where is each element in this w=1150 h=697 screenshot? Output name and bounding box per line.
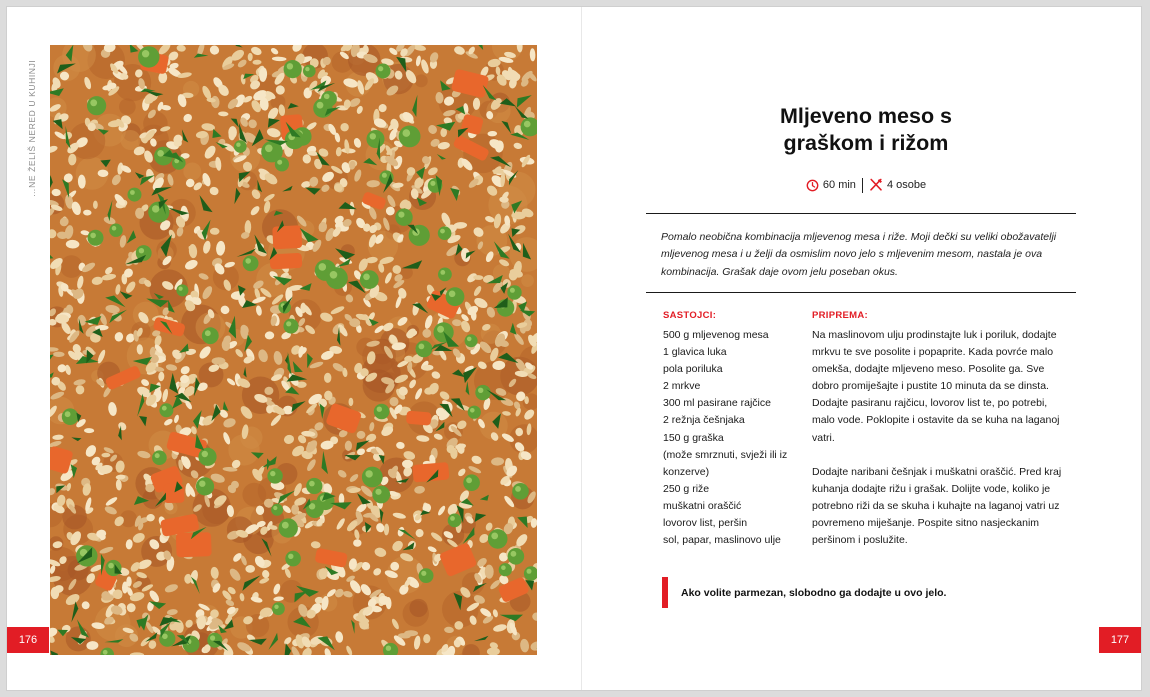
clock-icon bbox=[806, 179, 819, 192]
recipe-intro: Pomalo neobična kombinacija mljevenog mesa i riže. Moji dečki su veliki obožavatelji mljevenog mesa i u želji da osmislim novo jelo s mljevenim mesom, nastala je ova kombinacija. Grašak daje ovom jelu poseban okus. bbox=[661, 231, 1057, 278]
ingredients-list bbox=[663, 327, 803, 549]
side-label bbox=[27, 47, 41, 197]
side-label-text: …NE ŽELIŠ NERED U KUHINJI bbox=[27, 59, 37, 197]
tip-text: Ako volite parmezan, slobodno ga dodajte u ovo jelo. bbox=[681, 587, 947, 599]
recipe-title-line-1: Mljeveno meso s bbox=[779, 104, 953, 128]
ingredient-item: (može smrznuti, svježi ili iz bbox=[663, 448, 788, 461]
page-gutter bbox=[581, 7, 582, 690]
recipe-meta bbox=[687, 177, 1045, 193]
ingredient-item: lovorov list, peršin bbox=[663, 517, 748, 530]
meta-divider bbox=[862, 178, 863, 193]
ingredient-item: 500 g mljevenog mesa bbox=[663, 329, 769, 341]
rule-top bbox=[646, 213, 1076, 214]
preparation-text bbox=[812, 327, 1067, 549]
ingredient-item: 1 glavica luka bbox=[663, 346, 727, 359]
recipe-title bbox=[687, 103, 1045, 157]
preparation-paragraph-1: Na maslinovom ulju prodinstajte luk i poriluk, dodajte mrkvu te sve posolite i popaprite. Kada povrće malo omekša, dodajte mljeveno meso. Posolite ga. Sve dobro promiješajte i pustite 10 minuta da se dinsta. Dodajte pasiranu rajčicu, lovorov list te, po potrebi, malo vode. Poklopite i ostavite da se kuha na laganoj vatri. bbox=[812, 329, 1060, 444]
dish-photo-illustration bbox=[50, 45, 537, 655]
ingredient-item: sol, papar, maslinovo ulje bbox=[663, 534, 781, 547]
ingredients-heading: SASTOJCI: bbox=[663, 310, 717, 321]
time-text: 60 min bbox=[822, 179, 856, 191]
ingredient-item: 2 mrkve bbox=[663, 380, 701, 393]
preparation-heading: PRIPREMA: bbox=[812, 310, 869, 321]
page-number-right: 177 bbox=[1099, 627, 1141, 653]
ingredient-item: 2 režnja češnjaka bbox=[663, 414, 745, 427]
cutlery-icon bbox=[869, 178, 883, 192]
tip-accent-bar bbox=[662, 577, 668, 608]
servings-info bbox=[869, 178, 926, 192]
ingredient-item: muškatni oraščić bbox=[663, 499, 742, 512]
page-number-left: 176 bbox=[7, 627, 49, 653]
ingredient-item: 300 ml pasirane rajčice bbox=[663, 397, 771, 410]
ingredient-item: 150 g graška bbox=[663, 431, 724, 444]
ingredient-item: pola poriluka bbox=[663, 363, 723, 376]
ingredient-item: konzerve) bbox=[663, 465, 710, 478]
dish-photo bbox=[50, 45, 537, 655]
ingredient-item: 250 g riže bbox=[663, 482, 710, 495]
recipe-title-line-2: graškom i rižom bbox=[783, 131, 949, 155]
servings-text: 4 osobe bbox=[886, 179, 927, 191]
book-spread bbox=[6, 6, 1142, 691]
time-info bbox=[806, 179, 856, 192]
preparation-paragraph-2: Dodajte naribani češnjak i muškatni oraščić. Pred kraj kuhanja dodajte rižu i grašak. Dolijte vode, koliko je potrebno riži da se skuha i kuhajte na laganoj vatri uz povremeno miješanje. Pospite sitno nasjeckanim peršinom i poslužite. bbox=[812, 465, 1062, 547]
rule-bottom bbox=[646, 292, 1076, 293]
